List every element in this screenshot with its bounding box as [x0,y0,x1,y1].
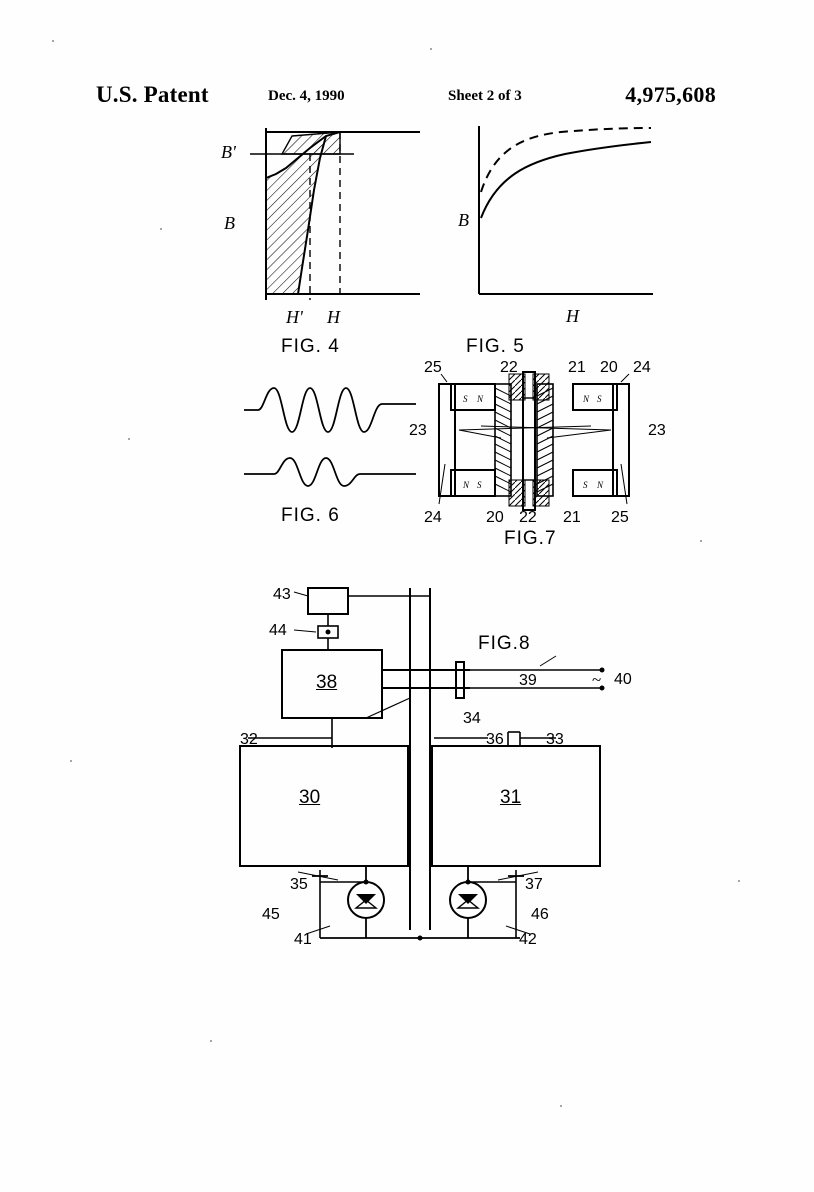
fig7-ref-22-top: 22 [500,359,518,376]
patent-date: Dec. 4, 1990 [268,88,345,104]
svg-text:S: S [597,394,602,404]
speckle [560,1105,562,1107]
figure-8-graphic [220,570,680,960]
speckle [128,438,130,440]
svg-text:N: N [597,480,604,490]
sheet-number: Sheet 2 of 3 [448,88,522,104]
fig4-x-axis-right-label: H [327,307,340,327]
svg-text:S: S [463,394,468,404]
fig8-ref-35: 35 [290,876,308,893]
svg-text:N: N [583,394,590,404]
fig8-ref-40: 40 [614,671,632,688]
fig8-ref-42: 42 [519,931,537,948]
fig8-ref-44: 44 [269,622,287,639]
fig7-ref-22-bottom: 22 [519,509,537,526]
speckle [430,48,432,50]
fig6-svg [240,382,420,492]
fig8-ref-36: 36 [486,731,504,748]
figure-4-graphic [230,118,430,318]
fig8-block-31: 31 [500,787,522,808]
fig4-y-axis-lower-label: B [224,213,235,233]
fig8-svg [220,570,680,960]
fig8-ref-45: 45 [262,906,280,923]
speckle [52,40,54,42]
fig4-svg [230,118,430,318]
speckle [700,540,702,542]
fig8-ref-37: 37 [525,876,543,893]
fig4-y-axis-upper-label: B' [221,142,236,162]
fig8-ac-source-icon: ~ [592,670,602,689]
svg-text:N: N [477,394,484,404]
fig7-ref-23-right: 23 [648,422,666,439]
fig4-x-axis-left-label: H' [286,307,303,327]
fig7-ref-23-left: 23 [409,422,427,439]
svg-text:S: S [477,480,482,490]
fig8-ref-34: 34 [463,710,481,727]
speckle [160,228,162,230]
fig7-ref-25-top: 25 [424,359,442,376]
figure-5-caption: FIG. 5 [466,336,525,357]
figure-6-caption: FIG. 6 [281,505,340,526]
patent-header [96,82,716,112]
figure-4-caption: FIG. 4 [281,336,340,357]
fig7-ref-24-top: 24 [633,359,651,376]
figure-7-caption: FIG.7 [504,528,557,549]
svg-text:N: N [463,480,470,490]
svg-text:S: S [583,480,588,490]
fig7-ref-21-top: 21 [568,359,586,376]
figure-8-caption: FIG.8 [478,633,531,654]
fig7-ref-20-bottom: 20 [486,509,504,526]
speckle [70,760,72,762]
patent-office-title: U.S. Patent [96,82,209,107]
fig7-ref-21-bottom: 21 [563,509,581,526]
fig8-block-30: 30 [299,787,321,808]
fig8-ref-46: 46 [531,906,549,923]
fig7-ref-20-top: 20 [600,359,618,376]
fig8-ref-43: 43 [273,586,291,603]
figure-7-graphic [425,368,645,513]
patent-number: 4,975,608 [625,82,716,107]
fig5-svg [455,118,665,308]
speckle [210,1040,212,1042]
fig5-x-axis-label: H [566,306,579,326]
figure-6-graphic [240,382,420,492]
fig7-svg [425,368,645,513]
fig7-ref-24-bottom: 24 [424,509,442,526]
fig8-ref-39: 39 [519,672,537,689]
fig8-ref-41: 41 [294,931,312,948]
fig5-y-axis-label: B [458,210,469,230]
fig8-ref-32: 32 [240,731,258,748]
fig8-ref-33: 33 [546,731,564,748]
fig8-block-38: 38 [316,672,338,693]
figure-5-graphic [455,118,665,308]
fig7-ref-25-bottom: 25 [611,509,629,526]
speckle [738,880,740,882]
